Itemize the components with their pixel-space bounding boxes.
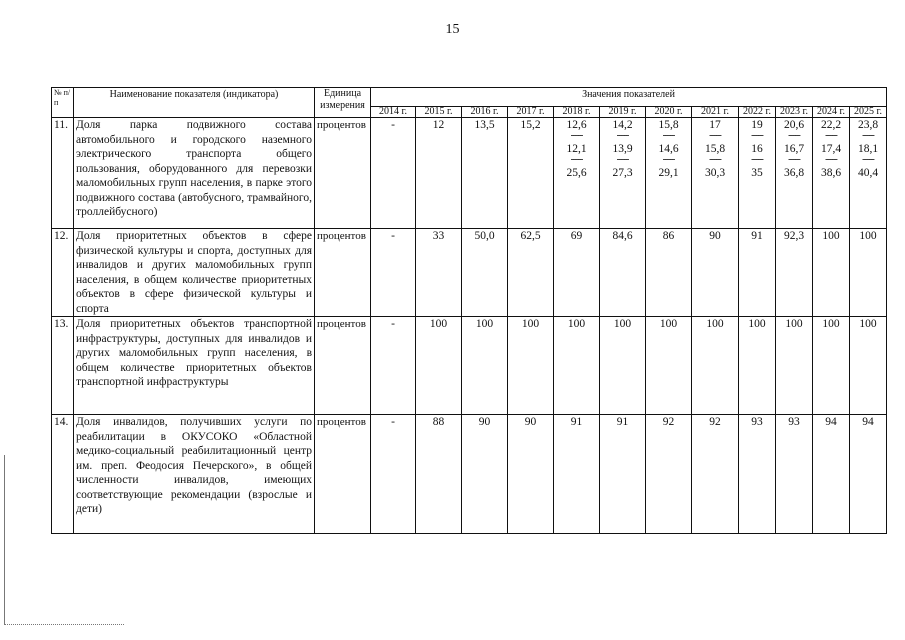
value-cell: 90 (462, 415, 508, 534)
value-tertiary: 40,4 (857, 167, 879, 179)
indicators-table (51, 87, 887, 534)
stacked-value-cell (554, 118, 600, 229)
header-year: 2019 г. (600, 107, 646, 118)
value-primary: 14,2 (612, 119, 633, 131)
value-separator: ----- (788, 130, 800, 141)
table-row (52, 317, 887, 415)
value-cell: 100 (776, 317, 813, 415)
value-cell: 100 (739, 317, 776, 415)
value-cell: - (371, 118, 416, 229)
value-cell: 93 (776, 415, 813, 534)
header-year: 2014 г. (371, 107, 416, 118)
value-tertiary: 38,6 (820, 167, 842, 179)
value-cell: 92,3 (776, 229, 813, 317)
header-year: 2024 г. (813, 107, 850, 118)
value-secondary: 14,6 (658, 143, 679, 155)
value-cell: 91 (739, 229, 776, 317)
value-cell: 100 (692, 317, 739, 415)
value-tertiary: 27,3 (612, 167, 633, 179)
value-tertiary: 30,3 (704, 167, 726, 179)
stacked-value-cell (600, 118, 646, 229)
value-secondary: 15,8 (704, 143, 726, 155)
value-secondary: 17,4 (820, 143, 842, 155)
value-cell: - (371, 317, 416, 415)
value-separator: ----- (662, 130, 675, 141)
value-primary: 22,2 (820, 119, 842, 131)
stacked-value-cell (813, 118, 850, 229)
value-separator: ----- (709, 154, 721, 165)
indicator-name: Доля приоритетных объектов транспортной инфраструктуры, доступных для инвалидов и других маломобильных групп населения, в общем количестве приоритетных объектов транспортной инфраструктуры (74, 317, 315, 415)
row-number: 12. (52, 229, 74, 317)
value-cell: 33 (416, 229, 462, 317)
value-cell: 100 (462, 317, 508, 415)
header-unit: Единица измерения (315, 88, 371, 118)
value-secondary: 13,9 (612, 143, 633, 155)
value-cell: 100 (600, 317, 646, 415)
indicator-name: Доля парка подвижного состава автомобильного и городского наземного электрического транспорта общего пользования, оборудованного для перевозки маломобильных групп населения, в парке этого подвижного состава (автобусного, трамвайного, троллейбусного) (74, 118, 315, 229)
value-cell: 91 (600, 415, 646, 534)
header-year: 2015 г. (416, 107, 462, 118)
value-cell: 84,6 (600, 229, 646, 317)
value-separator: ----- (788, 154, 800, 165)
value-primary: 20,6 (783, 119, 805, 131)
value-cell: 100 (554, 317, 600, 415)
value-separator: ----- (862, 154, 874, 165)
value-tertiary: 25,6 (566, 167, 587, 179)
value-separator: ----- (751, 130, 763, 141)
value-cell: 88 (416, 415, 462, 534)
value-cell: 15,2 (508, 118, 554, 229)
value-primary: 17 (709, 119, 721, 131)
value-cell: 100 (850, 317, 887, 415)
value-primary: 23,8 (857, 119, 879, 131)
value-separator: ----- (862, 130, 874, 141)
table-row (52, 118, 887, 229)
header-number: № п/п (52, 88, 74, 118)
unit-cell: процентов (315, 118, 371, 229)
header-year: 2025 г. (850, 107, 887, 118)
value-separator: ----- (825, 154, 837, 165)
header-year: 2022 г. (739, 107, 776, 118)
table-row (52, 229, 887, 317)
value-cell: 69 (554, 229, 600, 317)
unit-cell: процентов (315, 317, 371, 415)
value-cell: 94 (850, 415, 887, 534)
value-cell: 92 (646, 415, 692, 534)
header-year: 2017 г. (508, 107, 554, 118)
value-secondary: 16,7 (783, 143, 805, 155)
indicator-name: Доля инвалидов, получивших услуги по реабилитации в ОКУСОКО «Областной медико-социальный реабилитационный центр им. преп. Феодосия Печерского», в общей численности инвалидов, имеющих соответствующие рекомендации (взрослые и дети) (74, 415, 315, 534)
value-secondary: 12,1 (566, 143, 587, 155)
page-number: 15 (445, 22, 460, 37)
value-tertiary: 29,1 (658, 167, 679, 179)
header-indicator-name: Наименование показателя (индикатора) (74, 88, 315, 118)
value-secondary: 18,1 (857, 143, 879, 155)
value-primary: 12,6 (566, 119, 587, 131)
header-values-group: Значения показателей (371, 88, 887, 107)
value-separator: ----- (570, 154, 583, 165)
value-cell: 12 (416, 118, 462, 229)
value-primary: 19 (751, 119, 763, 131)
value-primary: 15,8 (658, 119, 679, 131)
value-cell: 91 (554, 415, 600, 534)
value-cell: 100 (813, 317, 850, 415)
value-cell: 100 (646, 317, 692, 415)
header-year: 2016 г. (462, 107, 508, 118)
header-year: 2021 г. (692, 107, 739, 118)
value-cell: 100 (813, 229, 850, 317)
header-year: 2020 г. (646, 107, 692, 118)
value-separator: ----- (616, 154, 629, 165)
stacked-value-cell (739, 118, 776, 229)
stacked-value-cell (776, 118, 813, 229)
value-cell: 90 (508, 415, 554, 534)
value-cell: 93 (739, 415, 776, 534)
value-cell: 100 (416, 317, 462, 415)
stacked-value-cell (692, 118, 739, 229)
value-tertiary: 36,8 (783, 167, 805, 179)
value-cell: 94 (813, 415, 850, 534)
value-separator: ----- (751, 154, 763, 165)
value-cell: 100 (850, 229, 887, 317)
value-cell: 92 (692, 415, 739, 534)
unit-cell: процентов (315, 229, 371, 317)
stacked-value-cell (646, 118, 692, 229)
stacked-value-cell (850, 118, 887, 229)
value-cell: 90 (692, 229, 739, 317)
table-row (52, 415, 887, 534)
scan-edge-mark (4, 624, 124, 625)
value-tertiary: 35 (751, 167, 763, 179)
row-number: 13. (52, 317, 74, 415)
value-separator: ----- (709, 130, 721, 141)
row-number: 14. (52, 415, 74, 534)
value-secondary: 16 (751, 143, 763, 155)
value-cell: - (371, 229, 416, 317)
value-separator: ----- (825, 130, 837, 141)
indicator-name: Доля приоритетных объектов в сфере физической культуры и спорта, доступных для инвалидов и других маломобильных групп населения, в общем количестве приоритетных объектов в сфере физической культуры и спорта (74, 229, 315, 317)
row-number: 11. (52, 118, 74, 229)
value-cell: 13,5 (462, 118, 508, 229)
value-separator: ----- (570, 130, 583, 141)
unit-cell: процентов (315, 415, 371, 534)
value-separator: ----- (662, 154, 675, 165)
header-year: 2023 г. (776, 107, 813, 118)
value-cell: 62,5 (508, 229, 554, 317)
value-separator: ----- (616, 130, 629, 141)
value-cell: 86 (646, 229, 692, 317)
scan-edge-mark (4, 455, 5, 625)
value-cell: 50,0 (462, 229, 508, 317)
header-year: 2018 г. (554, 107, 600, 118)
value-cell: - (371, 415, 416, 534)
value-cell: 100 (508, 317, 554, 415)
